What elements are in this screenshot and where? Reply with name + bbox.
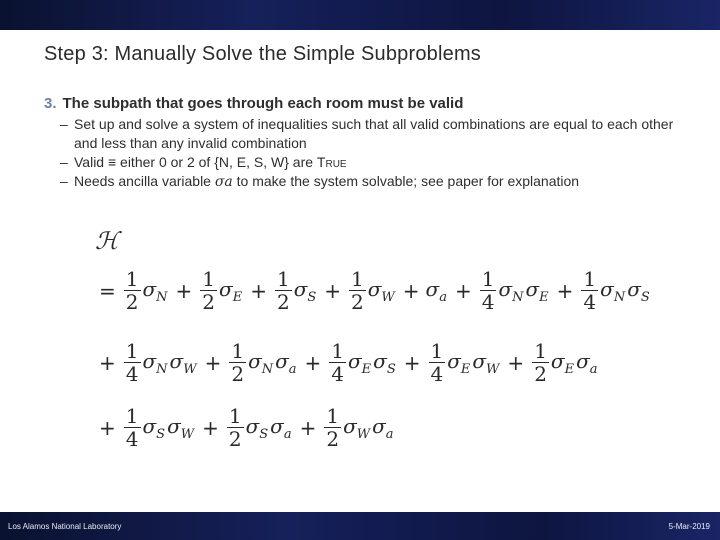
numerator: 1 <box>276 267 290 291</box>
denominator: 4 <box>481 290 495 314</box>
sigma-variable: $\sigma_E$ <box>447 348 471 377</box>
sigma-variable: $\sigma_N$ <box>248 348 274 377</box>
sigma-subscript: W <box>356 426 371 442</box>
sigma-variable: $\sigma_E$ <box>348 348 372 377</box>
sigma-variable: $\sigma_W$ <box>343 413 371 442</box>
denominator: 2 <box>125 290 139 314</box>
sigma-variable: $\sigma_S$ <box>293 276 317 305</box>
denominator: 2 <box>228 427 242 451</box>
true-keyword: True <box>316 154 347 170</box>
sigma-subscript: a <box>288 361 297 377</box>
sub-bullet-text: Valid ≡ either 0 or 2 of {N, E, S, W} are <box>74 154 317 170</box>
operator: + <box>304 350 322 375</box>
numerator: 1 <box>202 267 216 291</box>
sigma-subscript: N <box>156 289 168 305</box>
denominator: 4 <box>125 362 139 386</box>
sigma-variable: $\sigma_W$ <box>367 276 395 305</box>
sigma-variable: $\sigma_a$ <box>275 348 297 377</box>
fraction <box>124 405 141 450</box>
sigma-subscript: E <box>361 361 372 377</box>
numerator: 1 <box>351 267 364 291</box>
sigma-subscript: E <box>232 289 243 305</box>
sigma-subscript: S <box>156 426 166 442</box>
fraction <box>324 405 341 450</box>
numerator: 1 <box>228 404 242 428</box>
sigma-subscript: W <box>180 426 195 442</box>
footer-date: 5-Mar-2019 <box>668 522 710 531</box>
ancilla-variable: σa <box>214 174 233 190</box>
dash-icon: – <box>60 154 68 170</box>
numerator: 1 <box>583 267 597 291</box>
sigma-variable: $\sigma_a$ <box>425 276 447 305</box>
sub-bullet-text: Set up and solve a system of inequalities such that all valid combinations are equal to each other and less than any invalid combination <box>74 116 674 151</box>
sigma-variable: $\sigma_S$ <box>245 413 269 442</box>
fraction <box>429 340 446 385</box>
sigma-subscript: W <box>183 361 197 377</box>
sigma-subscript: N <box>512 289 524 305</box>
fraction <box>200 268 217 313</box>
numerator: 1 <box>534 339 547 363</box>
fraction <box>229 340 246 385</box>
operator: + <box>403 350 421 375</box>
sigma-variable: $\sigma_S$ <box>373 348 396 377</box>
sigma-subscript: S <box>386 361 396 377</box>
sigma-variable: $\sigma_E$ <box>525 276 549 305</box>
sigma-subscript: N <box>261 361 274 377</box>
fraction <box>227 405 244 450</box>
denominator: 4 <box>583 290 597 314</box>
denominator: 2 <box>534 362 547 386</box>
sigma-variable: $\sigma_E$ <box>219 276 243 305</box>
denominator: 4 <box>331 362 345 386</box>
equation-row-1 <box>93 268 652 313</box>
sub-bullet-text: to make the system solvable; see paper for explanation <box>232 173 580 189</box>
sigma-subscript: a <box>589 361 598 377</box>
equation-row-2 <box>93 340 600 385</box>
denominator: 4 <box>125 427 139 451</box>
fraction <box>349 268 366 313</box>
sigma-subscript: S <box>259 426 269 442</box>
sigma-subscript: W <box>486 361 500 377</box>
fraction <box>124 340 141 385</box>
operator: + <box>99 350 116 375</box>
sigma-variable: $\sigma_W$ <box>167 413 195 442</box>
sigma-subscript: a <box>385 426 394 442</box>
numerator: 1 <box>430 339 444 363</box>
sigma-subscript: N <box>156 361 168 377</box>
operator: + <box>99 415 116 440</box>
sigma-variable: $\sigma_N$ <box>142 276 168 305</box>
operator: + <box>402 278 420 303</box>
slide-title: Step 3: Manually Solve the Simple Subproblems <box>44 43 482 65</box>
operator: + <box>202 415 219 440</box>
sigma-variable: $\sigma_a$ <box>576 348 598 377</box>
operator: + <box>299 415 317 440</box>
point-text: The subpath that goes through each room must be valid <box>62 95 464 112</box>
denominator: 4 <box>430 362 444 386</box>
sigma-variable: $\sigma_W$ <box>472 348 500 377</box>
sigma-variable: $\sigma_a$ <box>372 413 394 442</box>
sigma-variable: $\sigma_S$ <box>627 276 650 305</box>
operator: + <box>454 278 472 303</box>
operator: = <box>99 278 116 303</box>
numerator: 1 <box>231 339 245 363</box>
operator: + <box>324 278 342 303</box>
operator: + <box>556 278 574 303</box>
numerator: 1 <box>331 339 345 363</box>
footer-bar <box>0 512 720 540</box>
sigma-subscript: E <box>564 361 575 377</box>
fraction <box>581 268 598 313</box>
denominator: 2 <box>231 362 245 386</box>
sigma-variable: $\sigma_N$ <box>142 348 168 377</box>
sigma-subscript: S <box>640 289 650 305</box>
numerator: 1 <box>125 267 139 291</box>
denominator: 2 <box>351 290 364 314</box>
sigma-subscript: S <box>307 289 317 305</box>
sigma-subscript: a <box>283 426 292 442</box>
point-number: 3. <box>44 95 57 112</box>
fraction <box>275 268 292 313</box>
sub-bullet-text: Needs ancilla variable <box>74 173 215 189</box>
fraction <box>329 340 346 385</box>
numerator: 1 <box>125 404 139 428</box>
numerator: 1 <box>326 404 340 428</box>
operator: + <box>250 278 267 303</box>
dash-icon: – <box>60 173 68 189</box>
fraction <box>124 268 141 313</box>
sigma-variable: $\sigma_N$ <box>600 276 626 305</box>
equation-row-3 <box>93 405 396 450</box>
dash-icon: – <box>60 116 68 132</box>
denominator: 2 <box>326 427 340 451</box>
footer-organization: Los Alamos National Laboratory <box>8 522 122 531</box>
fraction <box>480 268 497 313</box>
denominator: 2 <box>276 290 290 314</box>
operator: + <box>175 278 193 303</box>
sigma-subscript: a <box>439 289 447 305</box>
operator: + <box>204 350 222 375</box>
sigma-subscript: N <box>613 289 626 305</box>
denominator: 2 <box>202 290 216 314</box>
numerator: 1 <box>481 267 495 291</box>
hamiltonian-symbol: ℋ <box>95 227 119 255</box>
sigma-variable: $\sigma_W$ <box>169 348 197 377</box>
sigma-subscript: E <box>539 289 549 305</box>
numerator: 1 <box>125 339 139 363</box>
sigma-variable: $\sigma_a$ <box>270 413 292 442</box>
operator: + <box>507 350 525 375</box>
sigma-subscript: W <box>381 289 395 305</box>
sigma-variable: $\sigma_N$ <box>498 276 524 305</box>
fraction <box>532 340 549 385</box>
sigma-variable: $\sigma_S$ <box>142 413 166 442</box>
sigma-subscript: E <box>460 361 471 377</box>
sigma-variable: $\sigma_E$ <box>550 348 575 377</box>
